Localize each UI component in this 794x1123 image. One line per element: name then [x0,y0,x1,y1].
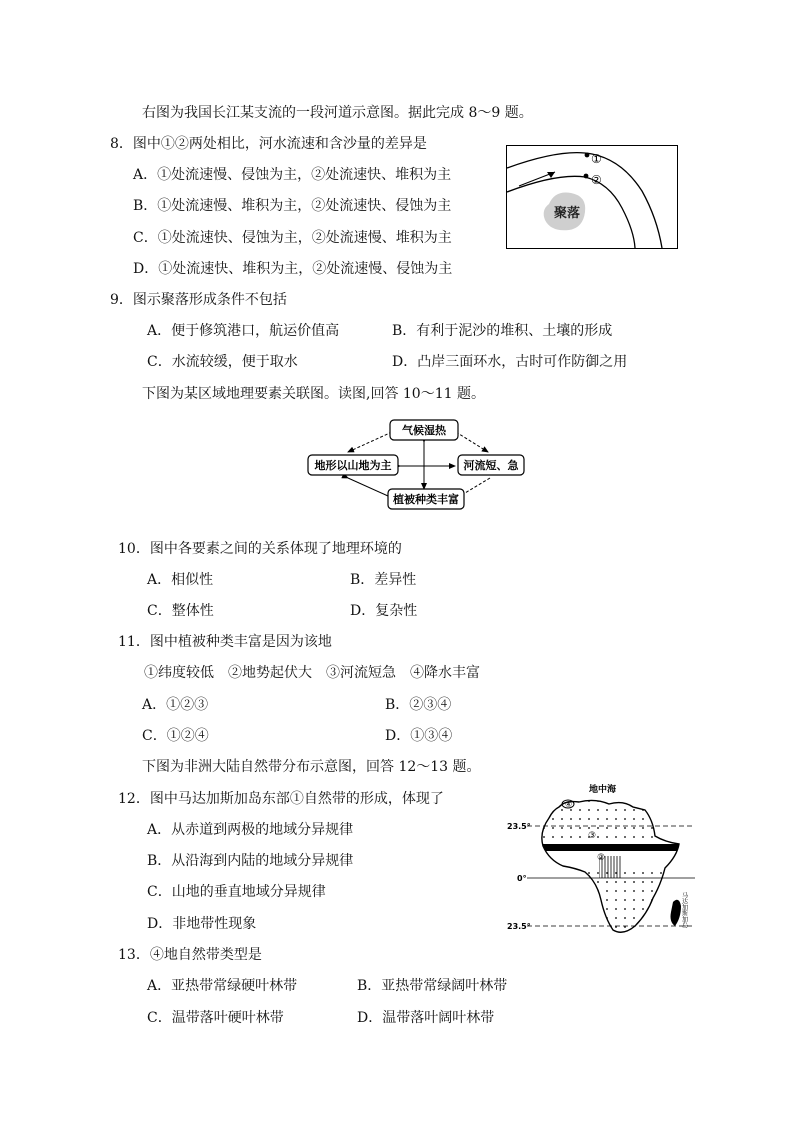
question-9-option-c: C．水流较缓，便于取水 [147,354,298,370]
question-10-option-a: A．相似性 [147,572,214,588]
question-8-option-c: C．①处流速快、侵蚀为主，②处流速慢、堆积为主 [133,230,452,246]
intro-8-9: 右图为我国长江某支流的一段河道示意图。据此完成 8～9 题。 [142,105,533,121]
link-top-right [456,432,488,452]
question-10-option-b: B．差异性 [350,572,417,588]
lat-south-label: 23.5° [507,922,531,931]
question-9-option-a: A．便于修筑港口，航运价值高 [147,323,340,339]
question-13-stem: 13．④地自然带类型是 [118,947,262,963]
question-11-items: ①纬度较低 ②地势起伏大 ③河流短急 ④降水丰富 [144,665,480,681]
question-8-option-a: A．①处流速慢、侵蚀为主，②处流速快、堆积为主 [133,167,452,183]
question-9-stem: 9．图示聚落形成条件不包括 [110,292,287,308]
question-12-option-a: A．从赤道到两极的地域分异规律 [147,822,354,838]
settlement-label: 聚落 [554,206,581,221]
point-1-label: ① [591,152,602,166]
question-11-option-c: C．①②④ [142,728,209,744]
equator-label: 0° [517,874,527,883]
marker-2-label: ② [597,853,606,863]
question-9-option-d: D．凸岸三面环水，古时可作防御之用 [392,354,628,370]
mediterranean-label: 地中海 [589,785,617,795]
question-11-option-a: A．①②③ [142,697,209,713]
river-sketch-map [506,145,678,249]
lat-north-label: 23.5° [507,822,531,831]
node-climate-label: 气候湿热 [402,424,446,437]
link-left-bottom [348,478,388,496]
node-vegetation-label: 植被种类丰富 [393,493,459,506]
point-1-dot [585,153,590,158]
question-13-option-d: D．温带落叶阔叶林带 [357,1010,495,1026]
marker-4-label: ④ [565,800,573,809]
point-2-dot [584,174,589,179]
river-sketch-svg [507,146,677,248]
intro-10-11: 下图为某区域地理要素关联图。读图,回答 10～11 题。 [142,386,485,402]
river-bank-outer [507,153,662,248]
point-2-label: ② [591,173,602,187]
geography-relation-diagram [300,412,540,516]
question-10-option-d: D．复杂性 [350,603,418,619]
dark-band [535,844,685,851]
node-terrain-label: 地形以山地为主 [314,459,392,472]
node-river-label: 河流短、急 [463,459,519,472]
question-12-stem: 12．图中马达加斯加岛东部①自然带的形成，体现了 [118,791,444,807]
question-10-stem: 10．图中各要素之间的关系体现了地理环境的 [118,541,402,557]
question-8-option-b: B．①处流速慢、堆积为主，②处流速快、侵蚀为主 [133,198,452,214]
madagascar-island [671,900,682,926]
question-9-option-b: B．有利于泥沙的堆积、土壤的形成 [392,323,613,339]
question-11-option-d: D．①③④ [385,728,453,744]
link-top-left [348,432,392,452]
question-12-option-b: B．从沿海到内陆的地域分异规律 [147,853,354,869]
marker-3-label: ③ [588,831,597,841]
question-8-stem: 8．图中①②两处相比，河水流速和含沙量的差异是 [110,136,427,152]
intro-12-13: 下图为非洲大陆自然带分布示意图，回答 12～13 题。 [142,759,481,775]
africa-natural-zones-map [505,780,695,952]
question-10-option-c: C．整体性 [147,603,214,619]
question-8-option-d: D．①处流速快、堆积为主，②处流速慢、侵蚀为主 [133,261,453,277]
question-12-option-d: D．非地带性现象 [147,916,257,932]
madagascar-label: 马达加斯加岛 [680,892,688,928]
question-12-option-c: C．山地的垂直地域分异规律 [147,884,326,900]
question-13-option-c: C．温带落叶硬叶林带 [147,1010,284,1026]
question-13-option-b: B．亚热带常绿阔叶林带 [357,978,508,994]
question-13-option-a: A．亚热带常绿硬叶林带 [147,978,298,994]
question-11-stem: 11．图中植被种类丰富是因为该地 [118,634,332,650]
question-11-option-b: B．②③④ [385,697,452,713]
